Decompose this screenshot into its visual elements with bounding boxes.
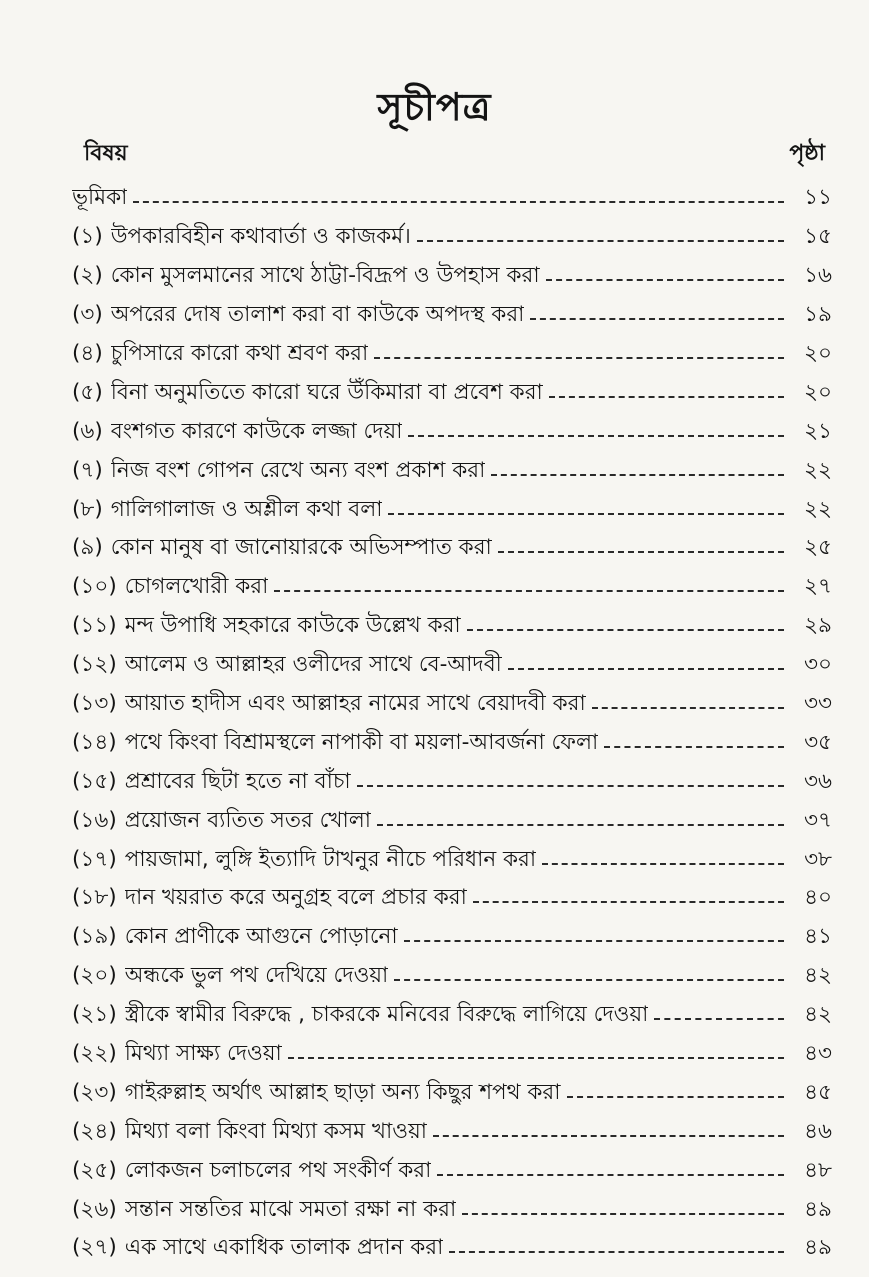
toc-entry [72, 374, 832, 413]
toc-entry-title: মন্দ উপাধি সহকারে কাউকে উল্লেখ করা [124, 613, 461, 639]
toc-entry-number: (২০) [72, 963, 117, 989]
toc-entry-number: (৮) [72, 496, 103, 522]
dot-leader [417, 240, 784, 242]
toc-entry-page: ৪৯ [804, 1235, 832, 1261]
toc-entry-number: (২২) [72, 1041, 117, 1067]
page-column-header: পৃষ্ঠা [789, 141, 825, 166]
toc-entry-number: (৫) [72, 379, 103, 405]
dot-leader [449, 1251, 784, 1253]
toc-entry-page: ২০ [804, 341, 832, 366]
toc-entry [72, 491, 832, 530]
toc-entry-number: (৪) [72, 341, 103, 366]
toc-entry-number: (২৬) [72, 1196, 117, 1222]
toc-entry [72, 841, 832, 880]
dot-leader [530, 318, 784, 320]
dot-leader [374, 357, 784, 359]
toc-entry-number: (১) [72, 224, 103, 250]
toc-entry-page: ১১ [804, 185, 832, 211]
toc-entry [72, 763, 832, 802]
toc-entry [72, 452, 832, 491]
toc-entry-number: (২৫) [72, 1157, 117, 1183]
toc-entry-page: ২১ [804, 418, 832, 444]
toc-entry [72, 258, 832, 297]
toc-entry-number: (১০) [72, 574, 117, 600]
toc-entry [72, 1230, 832, 1269]
toc-entry [72, 1113, 832, 1152]
toc-entry-title: বিনা অনুমতিতে কারো ঘরে উঁকিমারা বা প্রবেশ করা [110, 379, 543, 405]
toc-entry-number: (৭) [72, 457, 103, 483]
toc-entry-title: উপকারবিহীন কথাবার্তা ও কাজকর্ম। [110, 224, 411, 250]
toc-entry [72, 1191, 832, 1230]
toc-entry-number: (৩) [72, 302, 103, 328]
dot-leader [498, 551, 784, 553]
toc-entry-number: (৯) [72, 535, 103, 561]
toc-entry-page: ২২ [804, 457, 832, 483]
dot-leader [394, 979, 784, 981]
toc-entry [72, 608, 832, 647]
toc-entry-title: মিথ্যা বলা কিংবা মিথ্যা কসম খাওয়া [124, 1118, 427, 1144]
toc-entry-number: (৬) [72, 418, 103, 444]
toc-entry-page: ৩৮ [804, 846, 832, 872]
toc-entry-page: ৪৬ [804, 1118, 832, 1144]
toc-entry [72, 686, 832, 725]
dot-leader [357, 785, 784, 787]
toc-entry-title: লোকজন চলাচলের পথ সংকীর্ণ করা [124, 1157, 432, 1183]
toc-entry-title: অপরের দোষ তালাশ করা বা কাউকে অপদস্থ করা [110, 302, 525, 328]
toc-entry-title: গালিগালাজ ও অশ্লীল কথা বলা [110, 496, 383, 522]
toc-entry-page: ২২ [804, 496, 832, 522]
toc-entry-page: ৪০ [804, 885, 832, 911]
dot-leader [467, 629, 784, 631]
page-title: সূচীপত্র [377, 85, 492, 129]
toc-entry-number: (১৭) [72, 846, 117, 872]
dot-leader [592, 707, 784, 709]
toc-entry-title: অন্ধকে ভুল পথ দেখিয়ে দেওয়া [124, 963, 389, 989]
toc-entry-title: এক সাথে একাধিক তালাক প্রদান করা [124, 1235, 444, 1261]
toc-entry-title: কোন মুসলমানের সাথে ঠাট্টা-বিদ্রূপ ও উপহাস করা [110, 263, 540, 289]
toc-entry-page: ৪১ [804, 924, 832, 950]
dot-leader [549, 396, 784, 398]
toc-entry-number: (২৭) [72, 1235, 117, 1261]
subject-column-header: বিষয় [84, 141, 128, 166]
toc-entry-page: ১৬ [804, 263, 832, 289]
toc-entry-title: কোন প্রাণীকে আগুনে পোড়ানো [124, 924, 398, 950]
toc-entry [72, 569, 832, 608]
toc-entry [72, 1074, 832, 1113]
toc-entry-page: ২০ [804, 379, 832, 405]
dot-leader [288, 1057, 784, 1059]
toc-entry-title: মিথ্যা সাক্ষ্য দেওয়া [124, 1041, 282, 1067]
toc-entry [72, 1152, 832, 1191]
toc-entry [72, 802, 832, 841]
toc-entry [72, 958, 832, 997]
toc-entry-title: বংশগত কারণে কাউকে লজ্জা দেয়া [110, 418, 403, 444]
dot-leader [388, 513, 784, 515]
toc-entry-title: নিজ বংশ গোপন রেখে অন্য বংশ প্রকাশ করা [110, 457, 486, 483]
toc-entry-title: প্রশ্রাবের ছিটা হতে না বাঁচা [124, 768, 351, 794]
toc-entry-number: (১৮) [72, 885, 117, 911]
toc-entry-title: গাইরুল্লাহ অর্থাৎ আল্লাহ ছাড়া অন্য কিছুর শপথ করা [124, 1079, 561, 1105]
toc-entry-number: (১৪) [72, 729, 117, 755]
dot-leader [377, 824, 784, 826]
dot-leader [462, 1213, 784, 1215]
toc-entry [72, 647, 832, 686]
toc-entry [72, 530, 832, 569]
toc-entry-page: ৩৬ [804, 768, 832, 794]
toc-entry-page: ৪৩ [804, 1041, 832, 1067]
toc-entry-page: ২৫ [804, 535, 832, 561]
toc-entry-number: (২১) [72, 1002, 117, 1028]
dot-leader [133, 201, 784, 203]
toc-entry [72, 413, 832, 452]
toc-entry-number: (১৬) [72, 807, 117, 833]
toc-entry [72, 724, 832, 763]
toc-entry-page: ১৫ [804, 224, 832, 250]
toc-entry-title: স্ত্রীকে স্বামীর বিরুদ্ধে , চাকরকে মনিবের বিরুদ্ধে লাগিয়ে দেওয়া [124, 1002, 649, 1028]
toc-entry-number: (২৩) [72, 1079, 117, 1105]
dot-leader [542, 863, 784, 865]
toc-entry-page: ১৯ [804, 302, 832, 328]
toc-entry [72, 880, 832, 919]
dot-leader [567, 1096, 785, 1098]
toc-entry-title: চুপিসারে কারো কথা শ্রবণ করা [110, 341, 369, 366]
toc-entry [72, 219, 832, 258]
toc-entry-title: চোগলখোরী করা [124, 574, 269, 600]
toc-entry-page: ৪২ [804, 963, 832, 989]
toc-entry-number: (১৯) [72, 924, 117, 950]
dot-leader [491, 474, 784, 476]
toc-entry [72, 919, 832, 958]
toc-entry-number: (১১) [72, 613, 117, 639]
toc-entry [72, 997, 832, 1036]
toc-entry-page: ৪৫ [804, 1079, 832, 1105]
dot-leader [473, 901, 784, 903]
toc-entry-title: কোন মানুষ বা জানোয়ারকে অভিসম্পাত করা [110, 535, 492, 561]
toc-entry-page: ৩০ [804, 652, 832, 678]
dot-leader [274, 590, 784, 592]
toc-entry-title: প্রয়োজন ব্যতিত সতর খোলা [124, 807, 371, 833]
toc-entry-title: সন্তান সন্ততির মাঝে সমতা রক্ষা না করা [124, 1196, 457, 1222]
toc-entry-page: ৩৭ [804, 807, 832, 833]
dot-leader [654, 1018, 784, 1020]
dot-leader [546, 279, 784, 281]
toc-entry-page: ৪২ [804, 1002, 832, 1028]
toc-entry-title: ভূমিকা [72, 185, 128, 211]
toc-entry [72, 1036, 832, 1075]
table-of-contents [72, 180, 832, 1269]
toc-entry-number: (১২) [72, 652, 117, 678]
toc-entry-page: ৩৩ [804, 691, 832, 717]
dot-leader [604, 746, 784, 748]
toc-entry-page: ৪৮ [804, 1157, 832, 1183]
toc-entry-title: দান খয়রাত করে অনুগ্রহ বলে প্রচার করা [124, 885, 467, 911]
toc-entry-number: (১৫) [72, 768, 117, 794]
toc-entry-number: (১৩) [72, 691, 117, 717]
toc-entry-page: ৪৯ [804, 1196, 832, 1222]
toc-entry-page: ৩৫ [804, 729, 832, 755]
toc-entry-title: আলেম ও আল্লাহর ওলীদের সাথে বে-আদবী [124, 652, 502, 678]
dot-leader [508, 668, 784, 670]
toc-entry-page: ২৭ [804, 574, 832, 600]
toc-entry [72, 336, 832, 375]
dot-leader [404, 940, 784, 942]
toc-entry-number: (২) [72, 263, 103, 289]
toc-entry-title: পথে কিংবা বিশ্রামস্থলে নাপাকী বা ময়লা-আবর্জনা ফেলা [124, 729, 599, 755]
toc-entry-number: (২৪) [72, 1118, 117, 1144]
toc-entry [72, 297, 832, 336]
toc-entry-title: পায়জামা, লুঙ্গি ইত্যাদি টাখনুর নীচে পরিধান করা [124, 846, 537, 872]
dot-leader [433, 1135, 784, 1137]
toc-entry [72, 180, 832, 219]
dot-leader [437, 1174, 784, 1176]
toc-entry-page: ২৯ [804, 613, 832, 639]
toc-entry-title: আয়াত হাদীস এবং আল্লাহর নামের সাথে বেয়াদবী করা [124, 691, 586, 717]
dot-leader [408, 435, 784, 437]
